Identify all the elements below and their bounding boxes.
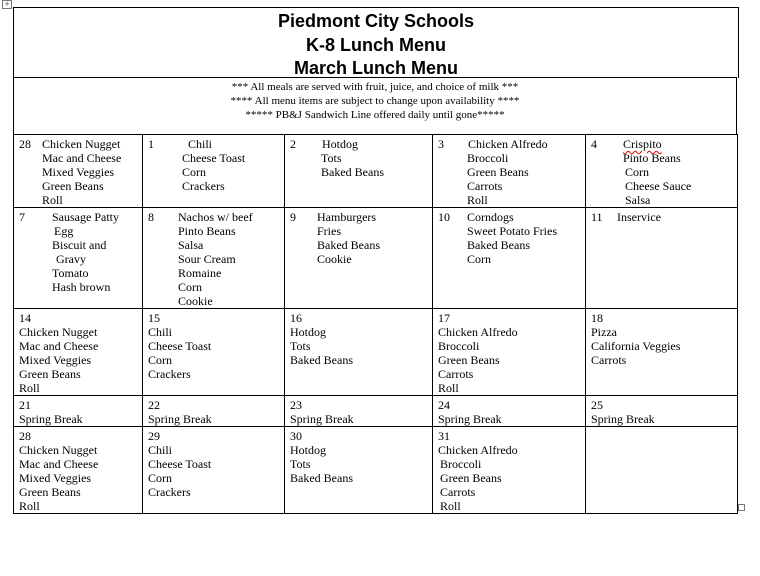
menu-item: Roll — [440, 499, 461, 513]
menu-item: Pinto Beans — [178, 224, 236, 238]
menu-item: Biscuit and — [52, 238, 107, 252]
menu-item: Hamburgers — [317, 210, 377, 224]
menu-item: Hotdog — [290, 443, 326, 457]
day-number: 4 — [591, 137, 597, 151]
day-cell — [143, 427, 285, 514]
menu-item: Sour Cream — [178, 252, 236, 266]
day-cell — [285, 135, 433, 208]
table-row — [14, 309, 738, 396]
menu-item: Chicken Nugget — [19, 443, 98, 457]
day-cell — [14, 208, 143, 309]
day-number: 16 — [290, 311, 302, 325]
program-name: K-8 Lunch Menu — [306, 34, 446, 55]
day-number: 10 — [438, 210, 450, 224]
day-number: 31 — [438, 429, 450, 443]
day-number: 17 — [438, 311, 450, 325]
menu-item: Sausage Patty — [52, 210, 119, 224]
menu-item: Cookie — [178, 294, 213, 308]
menu-item: Corn — [148, 353, 172, 367]
menu-item: Cookie — [317, 252, 352, 266]
menu-item: Carrots — [440, 485, 476, 499]
day-cell — [285, 309, 433, 396]
menu-item: Broccoli — [438, 339, 480, 353]
note-pbj: ***** PB&J Sandwich Line offered daily until gone***** — [245, 109, 505, 121]
day-number: 8 — [148, 210, 154, 224]
menu-notes — [13, 77, 737, 134]
table-move-handle-icon[interactable]: + — [2, 0, 12, 9]
menu-item: Carrots — [438, 367, 474, 381]
day-cell — [433, 135, 586, 208]
menu-item: Carrots — [591, 353, 627, 367]
menu-item: Chicken Alfredo — [438, 325, 518, 339]
menu-item: Corn — [182, 165, 206, 179]
month-title: March Lunch Menu — [293, 58, 458, 78]
menu-item: Baked Beans — [467, 238, 530, 252]
menu-item: Salsa — [178, 238, 204, 252]
day-number: 29 — [148, 429, 160, 443]
day-cell — [285, 427, 433, 514]
menu-item: Mac and Cheese — [19, 339, 99, 353]
menu-item: Cheese Sauce — [625, 179, 692, 193]
menu-item: Crackers — [148, 485, 191, 499]
lunch-menu-table — [13, 134, 738, 514]
menu-item: Corn — [148, 471, 172, 485]
menu-item: Spring Break — [438, 412, 502, 426]
menu-item: Green Beans — [19, 485, 81, 499]
day-cell — [433, 427, 586, 514]
menu-item: Baked Beans — [321, 165, 384, 179]
day-cell — [586, 396, 738, 427]
day-number: 15 — [148, 311, 160, 325]
menu-item: Corndogs — [467, 210, 514, 224]
day-number: 24 — [438, 398, 450, 412]
menu-item: Pizza — [591, 325, 617, 339]
menu-item: Fries — [317, 224, 341, 238]
menu-item: Cheese Toast — [148, 457, 212, 471]
day-cell — [586, 208, 738, 309]
day-number: 22 — [148, 398, 160, 412]
day-number: 14 — [19, 311, 31, 325]
day-number: 3 — [438, 137, 444, 151]
menu-item: Tots — [290, 457, 311, 471]
day-cell — [14, 135, 143, 208]
menu-item: Spring Break — [19, 412, 83, 426]
menu-item: Baked Beans — [290, 471, 353, 485]
menu-item: Cheese Toast — [148, 339, 212, 353]
menu-item: Mixed Veggies — [19, 353, 92, 367]
day-number: 9 — [290, 210, 296, 224]
day-cell — [14, 309, 143, 396]
menu-item: Corn — [467, 252, 491, 266]
menu-item: Mac and Cheese — [42, 151, 122, 165]
day-number: 18 — [591, 311, 603, 325]
menu-item: Mixed Veggies — [42, 165, 115, 179]
menu-item: Hotdog — [322, 137, 358, 151]
menu-item: Spring Break — [591, 412, 655, 426]
menu-item: Broccoli — [440, 457, 482, 471]
day-number: 30 — [290, 429, 302, 443]
table-row — [14, 396, 738, 427]
menu-item: Nachos w/ beef — [178, 210, 253, 224]
day-cell — [143, 135, 285, 208]
empty-day-cell — [586, 427, 738, 514]
menu-item: Roll — [19, 381, 40, 395]
menu-item: Hash brown — [52, 280, 111, 294]
menu-item: Crackers — [148, 367, 191, 381]
table-row — [14, 208, 738, 309]
menu-item: Gravy — [56, 252, 86, 266]
day-number: 21 — [19, 398, 31, 412]
menu-item: Chili — [148, 443, 173, 457]
menu-item: Pinto Beans — [623, 151, 681, 165]
menu-item: Cheese Toast — [182, 151, 246, 165]
school-name: Piedmont City Schools — [277, 11, 475, 31]
menu-item: Chili — [148, 325, 173, 339]
day-number: 28 — [19, 429, 31, 443]
menu-header — [13, 7, 739, 78]
day-cell — [433, 396, 586, 427]
menu-item: Crackers — [182, 179, 225, 193]
day-cell — [143, 396, 285, 427]
day-cell — [14, 427, 143, 514]
menu-item: Mac and Cheese — [19, 457, 99, 471]
menu-item: Tomato — [52, 266, 89, 280]
menu-item: California Veggies — [591, 339, 681, 353]
menu-item: Corn — [178, 280, 202, 294]
menu-item: Baked Beans — [317, 238, 380, 252]
menu-item: Sweet Potato Fries — [467, 224, 557, 238]
menu-item: Roll — [42, 193, 63, 207]
day-number: 25 — [591, 398, 603, 412]
day-cell — [586, 309, 738, 396]
menu-item: Romaine — [178, 266, 222, 280]
table-row — [14, 427, 738, 514]
menu-item: Tots — [321, 151, 342, 165]
menu-item: Carrots — [467, 179, 503, 193]
menu-item: Green Beans — [440, 471, 502, 485]
menu-item: Spring Break — [148, 412, 212, 426]
day-number: 28 — [19, 137, 31, 151]
menu-item: Chicken Alfredo — [438, 443, 518, 457]
menu-item: Corn — [625, 165, 649, 179]
table-row — [14, 135, 738, 208]
day-number: 2 — [290, 137, 296, 151]
menu-item: Chili — [188, 137, 213, 151]
menu-item: Chicken Alfredo — [468, 137, 548, 151]
menu-item: Tots — [290, 339, 311, 353]
day-cell — [433, 208, 586, 309]
day-cell — [143, 309, 285, 396]
day-cell — [143, 208, 285, 309]
day-number: 7 — [19, 210, 25, 224]
menu-item: Salsa — [625, 193, 651, 207]
menu-item: Green Beans — [19, 367, 81, 381]
menu-item: Green Beans — [467, 165, 529, 179]
menu-item: Green Beans — [42, 179, 104, 193]
menu-item: Mixed Veggies — [19, 471, 92, 485]
day-cell — [285, 396, 433, 427]
day-number: 1 — [148, 137, 154, 151]
menu-item: Inservice — [617, 210, 661, 224]
note-availability: **** All menu items are subject to change upon availability **** — [230, 95, 520, 107]
menu-item: Egg — [54, 224, 74, 238]
day-cell — [433, 309, 586, 396]
day-number: 11 — [591, 210, 603, 224]
menu-item: Roll — [438, 381, 459, 395]
menu-item: Hotdog — [290, 325, 326, 339]
note-meals: *** All meals are served with fruit, juice, and choice of milk *** — [231, 81, 519, 93]
day-number: 23 — [290, 398, 302, 412]
menu-item: Roll — [467, 193, 488, 207]
table-resize-handle-icon[interactable] — [738, 504, 745, 511]
day-cell — [285, 208, 433, 309]
day-cell — [14, 396, 143, 427]
menu-item: Green Beans — [438, 353, 500, 367]
menu-item: Crispito — [623, 137, 662, 151]
menu-item: Baked Beans — [290, 353, 353, 367]
menu-item: Roll — [19, 499, 40, 513]
menu-item: Chicken Nugget — [19, 325, 98, 339]
day-cell — [586, 135, 738, 208]
menu-item: Chicken Nugget — [42, 137, 121, 151]
menu-item: Spring Break — [290, 412, 354, 426]
menu-item: Broccoli — [467, 151, 509, 165]
